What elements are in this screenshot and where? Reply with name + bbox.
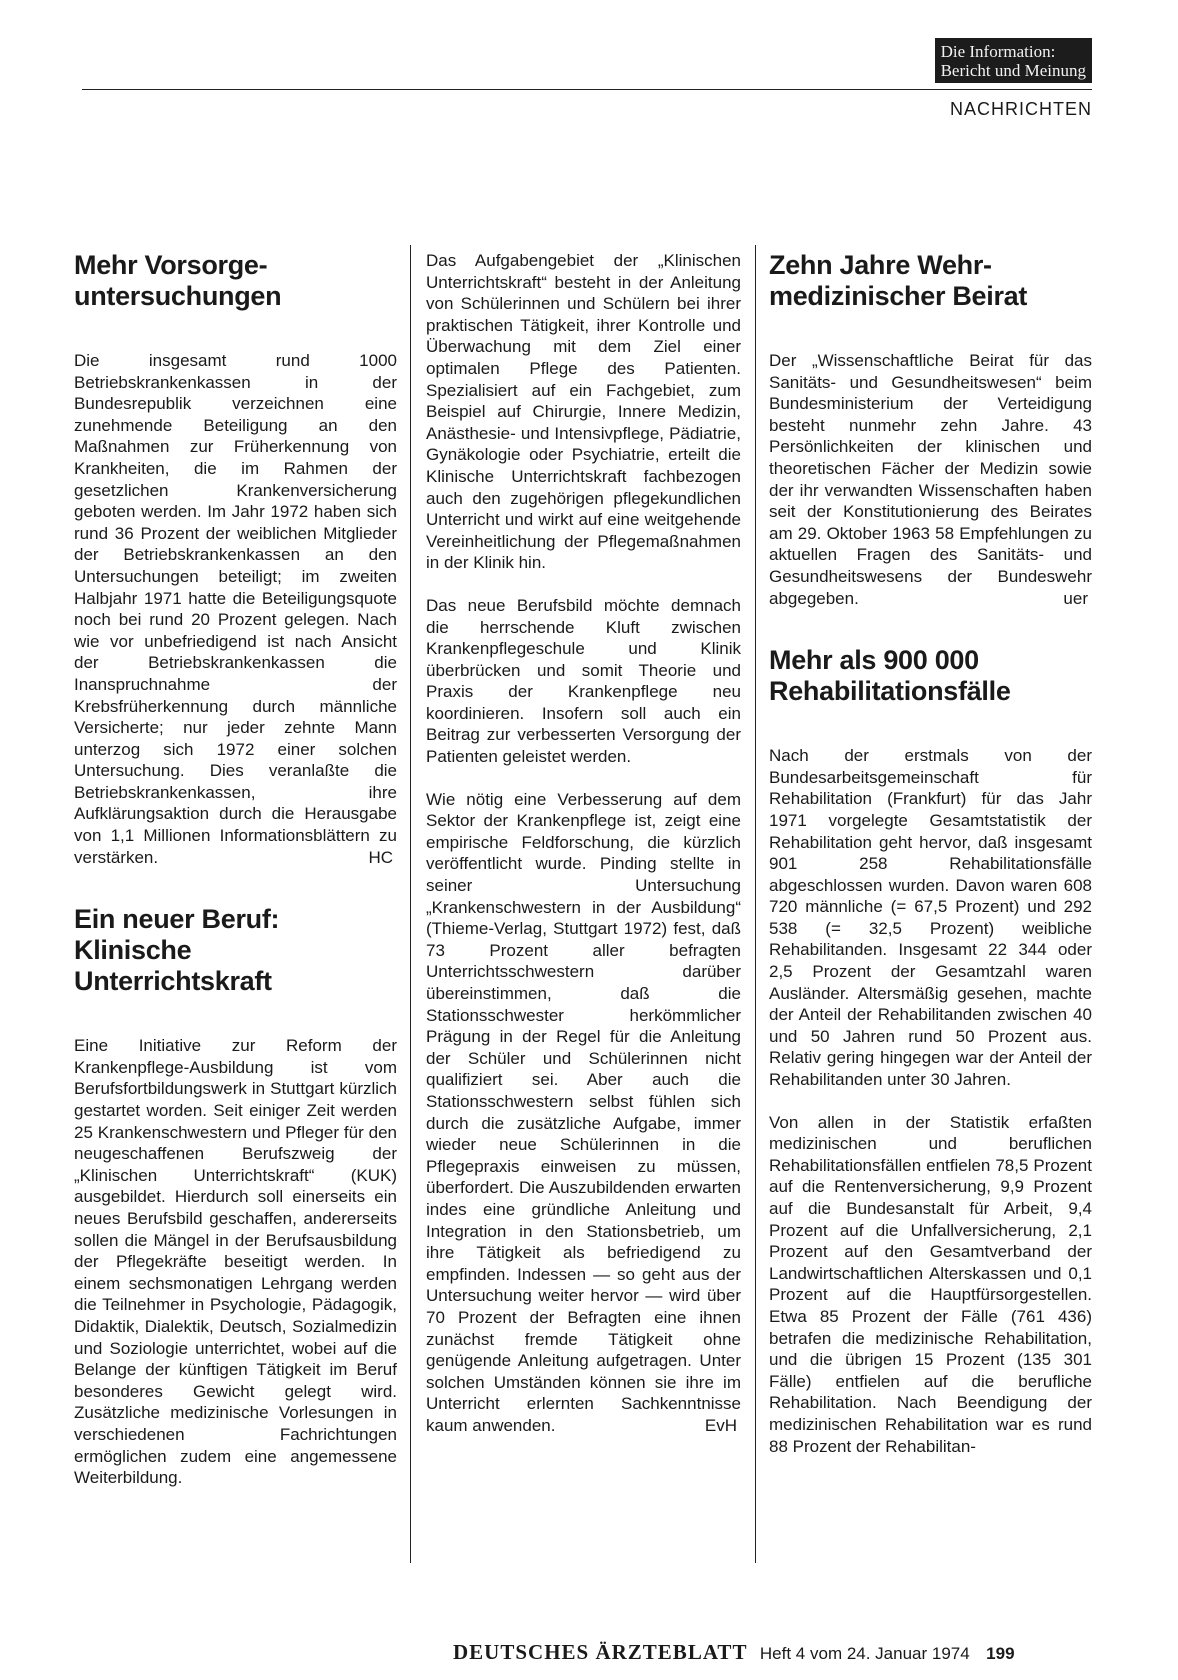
header-rubric-line-1: Die Information: xyxy=(940,42,1056,61)
body-text: Die insgesamt rund 1000 Betriebskrankenkassen in der Bundesrepublik verzeichnen eine zunehmende Beteiligung an den Maßnahmen zur Früherkennung von Krankheiten, die im Rahmen der gesetzlichen Krankenversicherung geboten werden. Im Jahr 1972 haben sich rund 36 Prozent der weiblichen Mitglieder der Betriebskrankenkassen an den Untersuchungen beteiligt; im zweiten Halbjahr 1971 hatte die Beteiligungsquote noch bei rund 20 Prozent gelegen. Nach wie vor unbefriedigend ist nach Ansicht der Betriebskrankenkassen die Inanspruchnahme der Krebsfrüherkennung durch männliche Versicherte; nur jeder zehnte Mann unterzog sich 1972 einer solchen Untersuchung. Dies veranlaßte die Betriebskrankenkassen, ihre Aufklärungsaktion durch die Herausgabe von 1,1 Millionen Informationsblättern zu verstärken. xyxy=(74,351,397,867)
article-body-reha-p1: Nach der erstmals von der Bundesarbeitsgemeinschaft für Rehabilitation (Frankfurt) für das Jahr 1971 vorgelegte Gesamtstatistik der Rehabilitation geht hervor, daß insgesamt 901 258 Rehabilitationsfälle abgeschlossen wurden. Davon waren 608 720 männliche (= 67,5 Prozent) und 292 538 (= 32,5 Prozent) weibliche Rehabilitanden. Insgesamt 22 344 oder 2,5 Prozent der Gesamtzahl waren Ausländer. Altersmäßig gesehen, machte der Anteil der Rehabilitanden zwischen 40 und 50 Jahren rund 50 Prozent aus. Relativ gering hingegen war der Anteil der Rehabilitanden unter 30 Jahren. xyxy=(769,746,1092,1090)
header-rubric-box xyxy=(935,38,1092,83)
title-line: Mehr als 900 000 xyxy=(769,645,979,676)
body-text: Der „Wissenschaftliche Beirat für das Sanitäts- und Gesundheitswesen“ beim Bundesministerium der Verteidigung besteht nunmehr zehn Jahre. 43 Persönlichkeiten der klinischen und theoretischen Fächer der Medizin sowie der ihr verwandten Wissenschaften haben seit der Konstitutionierung des Beirates am 29. Oktober 1963 58 Empfehlungen zu aktuellen Fragen des Sanitäts- und Gesundheitswesens der Bundeswehr abgegeben. xyxy=(769,351,1092,608)
author-signature: EvH xyxy=(704,1415,737,1435)
article-body-beruf-p1: Eine Initiative zur Reform der Krankenpflege-Ausbildung ist vom Berufsfortbildungswerk in Stuttgart kürzlich gestartet worden. Seit einiger Zeit werden 25 Krankenschwestern und Pfleger für den neugeschaffenen Berufszweig der „Klinischen Unterrichtskraft“ (KUK) ausgebildet. Hierdurch soll einerseits ein neues Berufsbild geschaffen, andererseits sollen die Mängel in der Berufsausbildung der Pflegekräfte beseitigt werden. In einem sechsmonatigen Lehrgang werden die Teilnehmer in Psychologie, Pädagogik, Didaktik, Dialektik, Deutsch, Sozialmedizin und Soziologie unterrichtet, wobei auf die Belange der künftigen Tätigkeit im Beruf besonderes Gewicht gelegt wird. Zusätzliche medizinische Vorlesungen in verschiedenen Fachrichtungen ermöglichen zudem eine angemessene Weiterbildung. xyxy=(74,1036,397,1488)
column-1 xyxy=(74,250,397,1510)
title-line: Klinische xyxy=(74,935,192,966)
title-line: Mehr Vorsorge- xyxy=(74,250,268,280)
article-body-vorsorge xyxy=(74,350,397,868)
article-body-reha-p2: Von allen in der Statistik erfaßten medizinischen und beruflichen Rehabilitationsfällen entfielen 78,5 Prozent auf die Rentenversicherung, 9,9 Prozent auf die Bundesanstalt für Arbeit, 9,4 Prozent auf die Unfallversicherung, 2,1 Prozent auf den Gesamtverband der Landwirtschaftlichen Alterskassen und 0,1 Prozent auf die Hauptfürsorgestellen. Etwa 85 Prozent der Fälle (761 436) betrafen die medizinische Rehabilitation, und die übrigen 15 Prozent (135 301 Fälle) entfielen auf die berufliche Rehabilitation. Nach Beendigung der medizinischen Rehabilitation war es rund 88 Prozent der Rehabilitan- xyxy=(769,1112,1092,1456)
article-title-beruf xyxy=(74,904,397,997)
author-signature: uer xyxy=(1063,588,1088,608)
article-body-beruf-p2: Das Aufgabengebiet der „Klinischen Unterrichtskraft“ besteht in der Anleitung von Schülerinnen und Schülern bei ihrer praktischen Tätigkeit, ihrer Kontrolle und Überwachung mit dem Ziel einer optimalen Pflege des Patienten. Spezialisiert auf ein Fachgebiet, zum Beispiel auf Chirurgie, Innere Medizin, Anästhesie- und Intensivpflege, Pädiatrie, Gynäkologie oder Psychiatrie, erteilt die Klinische Unterrichtskraft fachbezogen auch den zugehörigen pflegekundlichen Unterricht und wirkt auf eine weitgehende Vereinheitlichung der Pflegemaßnahmen in der Klinik hin. xyxy=(426,251,741,573)
header-rubric-line-2: Bericht und Meinung xyxy=(940,61,1086,80)
author-signature: HC xyxy=(368,847,393,867)
page-number: 199 xyxy=(986,1644,1015,1663)
article-body-beruf-p4 xyxy=(426,789,741,1437)
column-2 xyxy=(426,250,741,1457)
title-line: untersuchungen xyxy=(74,281,282,311)
section-label: NACHRICHTEN xyxy=(949,99,1092,119)
article-body-beirat xyxy=(769,350,1092,609)
issue-info: Heft 4 vom 24. Januar 1974 xyxy=(759,1644,970,1663)
column-divider-2 xyxy=(755,245,756,1563)
column-3 xyxy=(769,250,1092,1478)
article-body-beruf-p3: Das neue Berufsbild möchte demnach die herrschende Kluft zwischen Krankenpflegeschule und Klinik überbrücken und somit Theorie und Praxis der Krankenpflege neu koordinieren. Insofern soll auch ein Beitrag zur verbesserten Versorgung der Patienten geleistet werden. xyxy=(426,595,741,767)
body-text: Wie nötig eine Verbesserung auf dem Sektor der Krankenpflege ist, zeigt eine empirische Feldforschung, die kürzlich veröffentlicht wurde. Pinding stellte in seiner Untersuchung „Krankenschwestern in der Ausbildung“ (Thieme-Verlag, Stuttgart 1972) fest, daß 73 Prozent aller befragten Unterrichtsschwestern darüber übereinstimmen, daß die Stationsschwester herkömmlicher Prägung in der Regel für die Anleitung der Schüler und Schülerinnen nicht qualifiziert sei. Aber auch die Stationsschwestern selbst fühlen sich durch die zusätzliche Aufgabe, immer wieder neue Schülerinnen in die Pflegepraxis einweisen zu müssen, überfordert. Die Auszubildenden erwarten indes eine gründliche Anleitung und Integration in den Stationsbetrieb, um ihre Tätigkeit als befriedigend zu empfinden. Indessen — so geht aus der Untersuchung weiter hervor — wird über 70 Prozent der Befragten eine ihnen zunächst fremde Tätigkeit ohne genügende Anleitung aufgetragen. Unter solchen Umständen können sie ihre im Unterricht erlernten Sachkenntnisse kaum anwenden. xyxy=(426,789,741,1435)
column-divider-1 xyxy=(410,245,411,1563)
title-line: Zehn Jahre Wehr- xyxy=(769,250,992,280)
article-title-vorsorge xyxy=(74,250,397,312)
title-line: medizinischer Beirat xyxy=(769,281,1028,311)
header-divider xyxy=(82,89,1092,90)
title-line: Unterrichtskraft xyxy=(74,966,272,997)
article-title-beirat xyxy=(769,250,1092,312)
title-line: Rehabilitationsfälle xyxy=(769,676,1011,707)
article-title-reha xyxy=(769,645,1092,707)
title-line: Ein neuer Beruf: xyxy=(74,904,280,935)
page-footer xyxy=(453,1640,1015,1665)
journal-masthead: DEUTSCHES ÄRZTEBLATT xyxy=(453,1640,748,1664)
